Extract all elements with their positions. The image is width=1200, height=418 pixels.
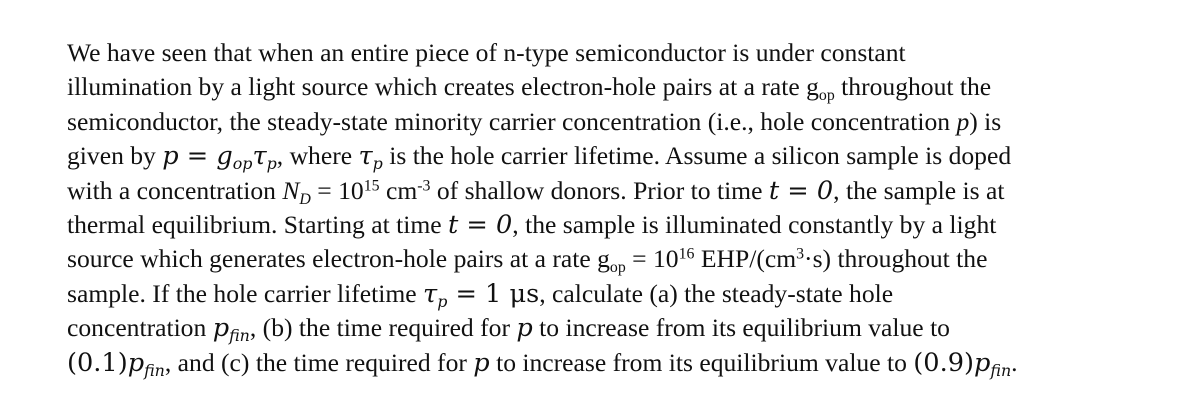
- subscript-p: p: [266, 153, 277, 173]
- steady-state-equation: p = g: [162, 141, 233, 172]
- lifetime-value: = 1 μs: [447, 278, 540, 309]
- generation-rate-symbol: g: [806, 72, 819, 102]
- problem-line-8: [67, 277, 1177, 311]
- text-segment: We have seen that when an entire piece of n-type semiconductor is under constant: [67, 38, 906, 67]
- time-equation: t = 0: [447, 210, 513, 241]
- coefficient: (0.9): [913, 347, 974, 378]
- subscript-op: op: [609, 259, 626, 277]
- text-segment: source which generates electron-hole pairs at a rate g: [67, 244, 610, 274]
- subscript-p: p: [437, 291, 448, 311]
- problem-line-7: [67, 242, 1177, 276]
- time-equation: t = 0: [768, 175, 834, 206]
- text-segment: , calculate (a) the steady-state hole: [539, 278, 894, 308]
- text-segment: with a concentration: [67, 175, 283, 205]
- text-segment: semiconductor, the steady-state minority carrier concentration (i.e., hole concentration: [67, 106, 957, 136]
- p-fin-symbol: p: [212, 313, 230, 344]
- subscript-fin: fin: [990, 360, 1012, 380]
- hole-concentration-symbol: p: [516, 313, 533, 344]
- text-segment: illumination by a light source which creates electron-hole pairs at a rate: [67, 72, 807, 102]
- text-segment: of shallow donors. Prior to time: [430, 175, 769, 205]
- hole-concentration-symbol: p: [473, 347, 490, 378]
- text-segment: = 10: [310, 175, 364, 205]
- text-segment: .: [1011, 347, 1018, 377]
- problem-line-1: [67, 36, 1177, 70]
- problem-line-2: [67, 70, 1177, 104]
- tau-symbol: τ: [423, 278, 438, 309]
- problem-line-4: [67, 139, 1177, 173]
- tau-symbol: τ: [252, 141, 267, 172]
- text-segment: concentration: [67, 313, 213, 343]
- exponent: -3: [417, 176, 431, 194]
- text-segment: throughout the: [834, 72, 992, 102]
- subscript-d: D: [299, 190, 311, 208]
- exponent: 3: [796, 245, 805, 263]
- subscript-op: op: [232, 153, 253, 173]
- subscript-op: op: [818, 87, 835, 105]
- problem-line-5: [67, 174, 1177, 208]
- p-fin-symbol: p: [973, 347, 991, 378]
- text-segment: , the sample is at: [833, 175, 1005, 205]
- exponent: 16: [678, 245, 695, 263]
- text-segment: to increase from its equilibrium value to: [532, 313, 950, 343]
- subscript-fin: fin: [229, 326, 250, 345]
- text-segment: cm: [379, 175, 418, 205]
- hole-concentration-symbol: p: [956, 106, 970, 136]
- tau-symbol: τ: [358, 141, 373, 172]
- subscript-p: p: [372, 153, 383, 173]
- text-segment: EHP/(cm: [694, 244, 797, 274]
- p-fin-symbol: p: [127, 347, 145, 378]
- text-segment: , (b) the time required for: [249, 313, 517, 343]
- text-segment: is the hole carrier lifetime. Assume a silicon sample is doped: [382, 141, 1012, 171]
- text-segment: thermal equilibrium. Starting at time: [67, 210, 448, 240]
- subscript-fin: fin: [144, 360, 165, 380]
- text-segment: to increase from its equilibrium value to: [489, 347, 914, 377]
- problem-line-6: [67, 208, 1177, 242]
- exponent: 15: [363, 176, 380, 194]
- text-segment: = 10: [625, 244, 679, 274]
- problem-text: [67, 36, 1177, 380]
- text-segment: sample. If the hole carrier lifetime: [67, 278, 424, 308]
- problem-line-3: [67, 105, 1177, 139]
- text-segment: given by: [67, 141, 163, 171]
- coefficient: (0.1): [67, 347, 128, 378]
- text-segment: , where: [276, 141, 359, 171]
- problem-line-10: [67, 346, 1177, 380]
- text-segment: ) is: [969, 106, 1002, 136]
- problem-line-9: [67, 311, 1177, 345]
- donor-concentration-symbol: N: [282, 175, 300, 205]
- text-segment: , the sample is illuminated constantly by a light: [512, 210, 997, 240]
- text-segment: ·s) throughout the: [804, 244, 988, 274]
- text-segment: , and (c) the time required for: [164, 347, 474, 377]
